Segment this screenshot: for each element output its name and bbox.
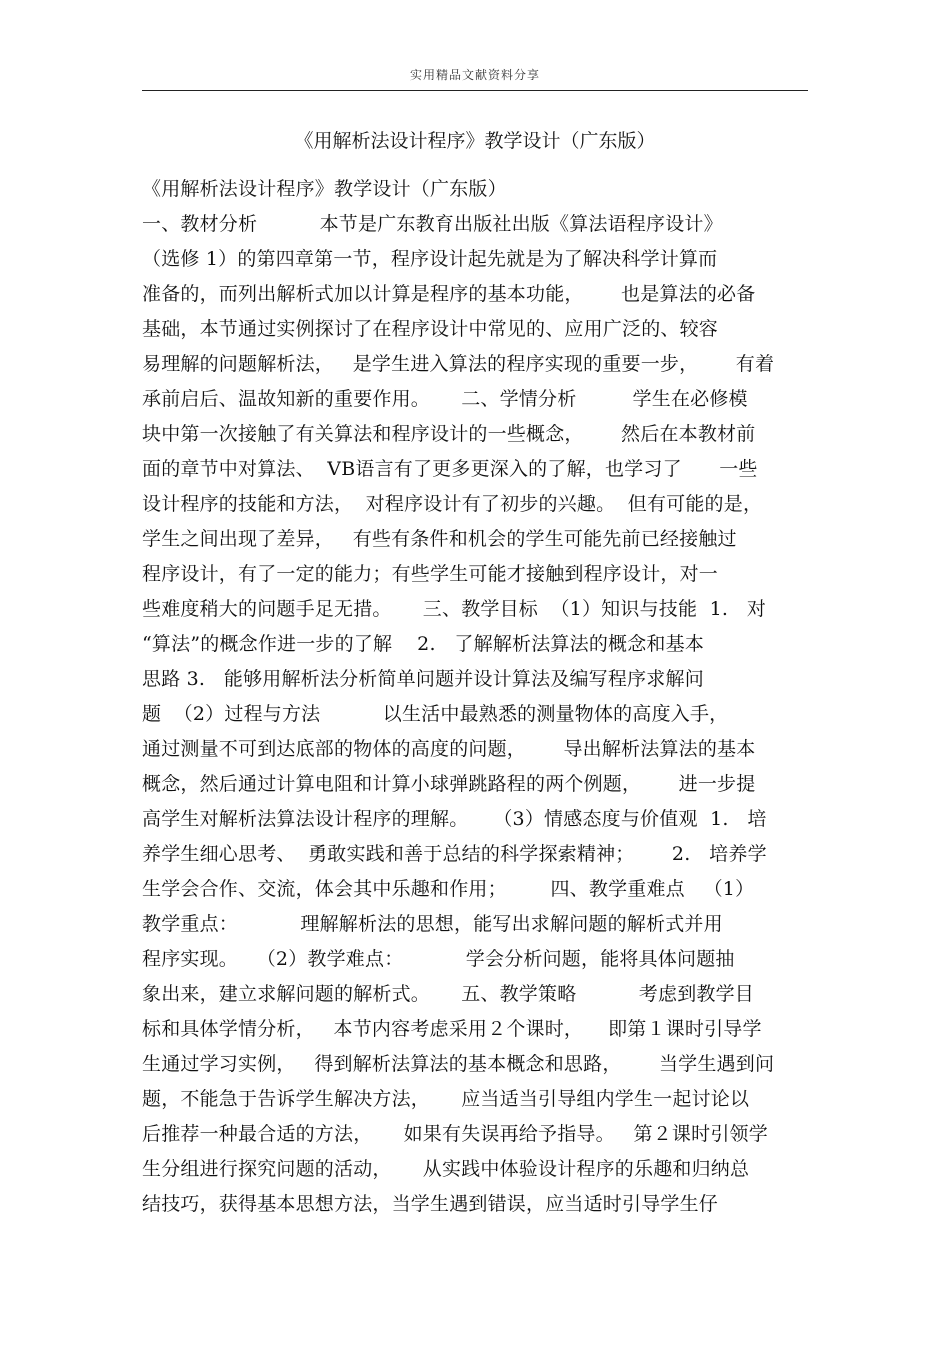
body-line: 承前启后、温故知新的重要作用。 二、学情分析 学生在必修模 xyxy=(142,388,748,410)
document-body xyxy=(142,172,822,1222)
body-line: （选修 1）的第四章第一节，程序设计起先就是为了解决科学计算而 xyxy=(142,248,718,270)
body-line: 概念，然后通过计算电阻和计算小球弹跳路程的两个例题， 进一步提 xyxy=(142,773,756,795)
header-divider xyxy=(142,90,808,91)
body-line: 学生之间出现了差异， 有些有条件和机会的学生可能先前已经接触过 xyxy=(142,528,737,550)
body-line: 一、教材分析 本节是广东教育出版社出版《算法语程序设计》 xyxy=(142,213,723,235)
body-line: 基础，本节通过实例探讨了在程序设计中常见的、应用广泛的、较容 xyxy=(142,318,719,340)
body-line: 题，不能急于告诉学生解决方法， 应当适当引导组内学生一起讨论以 xyxy=(142,1088,750,1110)
body-line: 思路 3. 能够用解析法分析简单问题并设计算法及编写程序求解问 xyxy=(142,668,704,690)
body-line: 标和具体学情分析， 本节内容考虑采用２个课时， 即第１课时引导学 xyxy=(142,1018,762,1040)
body-line: 生分组进行探究问题的活动， 从实践中体验设计程序的乐趣和归纳总 xyxy=(142,1158,750,1180)
body-line: 题 （2）过程与方法 以生活中最熟悉的测量物体的高度入手， xyxy=(142,703,729,725)
body-line: 设计程序的技能和方法， 对程序设计有了初步的兴趣。 但有可能的是， xyxy=(142,493,763,515)
body-line: 生学会合作、交流，体会其中乐趣和作用； 四、教学重难点 （1） xyxy=(142,878,755,900)
body-line: “算法”的概念作进一步的了解 2. 了解解析法算法的概念和基本 xyxy=(142,633,705,655)
body-line: 结技巧，获得基本思想方法，当学生遇到错误，应当适时引导学生仔 xyxy=(142,1193,719,1215)
body-line: 程序设计，有了一定的能力；有些学生可能才接触到程序设计，对一 xyxy=(142,563,719,585)
body-line: 养学生细心思考、 勇敢实践和善于总结的科学探索精神； 2. 培养学 xyxy=(142,843,767,865)
page-header: 实用精品文献资料分享 xyxy=(409,68,540,82)
body-line: 高学生对解析法算法设计程序的理解。 （3）情感态度与价值观 1. 培 xyxy=(142,808,767,830)
body-line: 生通过学习实例， 得到解析法算法的基本概念和思路， 当学生遇到问 xyxy=(142,1053,775,1075)
body-line: 块中第一次接触了有关算法和程序设计的一些概念， 然后在本教材前 xyxy=(142,423,756,445)
body-line: 后推荐一种最合适的方法， 如果有失误再给予指导。 第２课时引领学 xyxy=(142,1123,768,1145)
body-line: 准备的，而列出解析式加以计算是程序的基本功能， 也是算法的必备 xyxy=(142,283,756,305)
body-line: 些难度稍大的问题手足无措。 三、教学目标 （1）知识与技能 1. 对 xyxy=(142,598,767,620)
body-line: 易理解的问题解析法， 是学生进入算法的程序实现的重要一步， 有着 xyxy=(142,353,775,375)
body-line: 象出来，建立求解问题的解析式。 五、教学策略 考虑到教学目 xyxy=(142,983,754,1005)
body-line: 面的章节中对算法、 VB语言有了更多更深入的了解，也学习了 一些 xyxy=(142,458,758,480)
document-title: 《用解析法设计程序》教学设计（广东版） xyxy=(294,130,656,152)
body-line: 通过测量不可到达底部的物体的高度的问题， 导出解析法算法的基本 xyxy=(142,738,756,760)
body-line: 程序实现。 （2）教学难点： 学会分析问题，能将具体问题抽 xyxy=(142,948,735,970)
body-line: 教学重点： 理解解析法的思想，能写出求解问题的解析式并用 xyxy=(142,913,723,935)
body-line: 《用解析法设计程序》教学设计（广东版） xyxy=(142,178,507,200)
